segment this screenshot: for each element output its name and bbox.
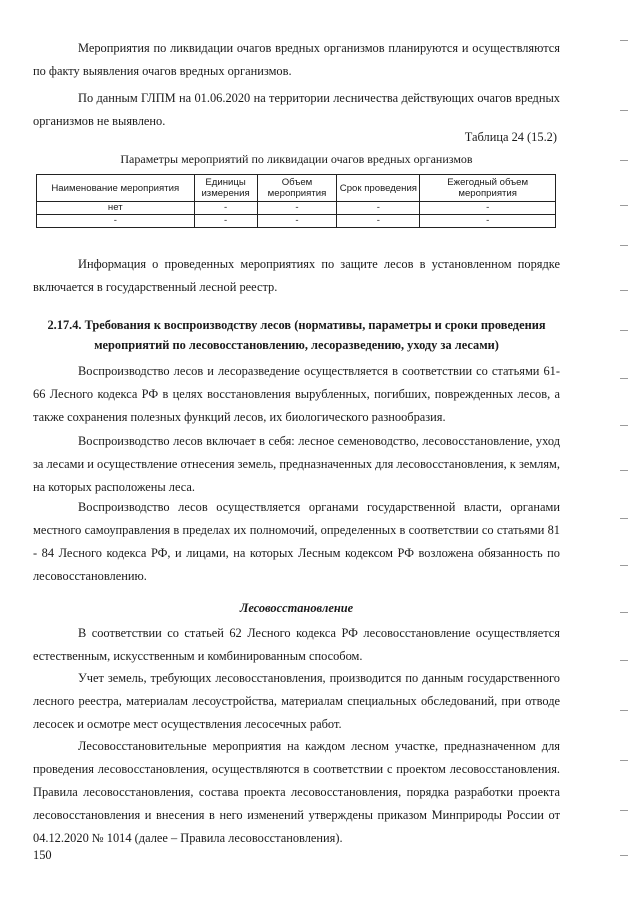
margin-mark xyxy=(620,710,628,711)
table-cell: - xyxy=(420,202,556,215)
margin-mark xyxy=(620,425,628,426)
table-row xyxy=(37,215,556,228)
table-caption: Параметры мероприятий по ликвидации очагов вредных организмов xyxy=(120,152,473,166)
paragraph-glpm-data: По данным ГЛПМ на 01.06.2020 на территории лесничества действующих очагов вредных организмов не выявлено. xyxy=(33,91,560,128)
margin-mark xyxy=(620,290,628,291)
table-cell: - xyxy=(37,215,195,228)
table-cell: - xyxy=(420,215,556,228)
section-heading: 2.17.4. Требования к воспроизводству лесов (нормативы, параметры и сроки проведения мероприятий по лесовосстановлению, лесоразведению, уходу за лесами) xyxy=(47,318,546,352)
margin-mark xyxy=(620,810,628,811)
table-label: Таблица 24 (15.2) xyxy=(464,130,557,144)
table-cell: - xyxy=(194,215,257,228)
table-row xyxy=(37,202,556,215)
margin-mark xyxy=(620,160,628,161)
margin-mark xyxy=(620,612,628,613)
table-cell: нет xyxy=(37,202,195,215)
table-header-cell: Наименование мероприятия xyxy=(37,175,195,202)
paragraph-reproduction-authorities: Воспроизводство лесов осуществляется органами государственной власти, органами местного самоуправления в пределах их полномочий, определенных в соответствии со статьями 81 - 84 Лесного кодекса РФ, и лицами, на которых Лесным кодексом РФ возложена обязанность по лесовосстановлению. xyxy=(33,500,560,583)
subheading-reforestation: Лесовосстановление xyxy=(239,601,354,615)
margin-mark xyxy=(620,110,628,111)
table-cell: - xyxy=(194,202,257,215)
margin-mark xyxy=(620,245,628,246)
margin-mark xyxy=(620,518,628,519)
paragraph-pests-measures: Мероприятия по ликвидации очагов вредных организмов планируются и осуществляются по факту выявления очагов вредных организмов. xyxy=(33,41,560,78)
paragraph-registry-info: Информация о проведенных мероприятиях по защите лесов в установленном порядке включается в государственный лесной реестр. xyxy=(33,257,560,294)
page-number: 150 xyxy=(33,848,52,862)
paragraph-article-62: В соответствии со статьей 62 Лесного кодекса РФ лесовосстановление осуществляется естественным, искусственным и комбинированным способом. xyxy=(33,626,560,663)
margin-mark xyxy=(620,565,628,566)
table-header-cell: Объем мероприятия xyxy=(257,175,337,202)
table-cell: - xyxy=(257,215,337,228)
table-cell: - xyxy=(337,215,420,228)
table-header-cell: Срок проведения xyxy=(337,175,420,202)
margin-mark xyxy=(620,205,628,206)
table-header-row xyxy=(37,175,556,202)
pest-measures-table xyxy=(36,174,556,228)
margin-mark xyxy=(620,330,628,331)
margin-mark xyxy=(620,470,628,471)
table-cell: - xyxy=(257,202,337,215)
margin-mark xyxy=(620,660,628,661)
margin-mark xyxy=(620,855,628,856)
margin-mark xyxy=(620,760,628,761)
paragraph-land-accounting: Учет земель, требующих лесовосстановления, производится по данным государственного лесного реестра, материалам лесоустройства, материалам специальных обследований, при отводе лесосек и осмотре мест осуществления лесосечных работ. xyxy=(33,671,560,731)
table-header-cell: Ежегодный объем мероприятия xyxy=(420,175,556,202)
margin-mark xyxy=(620,40,628,41)
table-header-cell: Единицы измерения xyxy=(194,175,257,202)
paragraph-reforestation-rules: Лесовосстановительные мероприятия на каждом лесном участке, предназначенном для проведения лесовосстановления, осуществляются в соответствии с проектом лесовосстановления. Правила лесовосстановления, состава проекта лесовосстановления, порядка разработки проекта лесовосстановления и внесения в него изменений утверждены приказом Минприроды России от 04.12.2020 № 1014 (далее – Правила лесовосстановления). xyxy=(33,739,560,845)
paragraph-reproduction-law: Воспроизводство лесов и лесоразведение осуществляется в соответствии со статьями 61-66 Лесного кодекса РФ в целях восстановления вырубленных, погибших, поврежденных лесов, а также сохранения полезных функций лесов, их биологического разнообразия. xyxy=(33,364,560,424)
margin-mark xyxy=(620,378,628,379)
table-cell: - xyxy=(337,202,420,215)
paragraph-reproduction-includes: Воспроизводство лесов включает в себя: лесное семеноводство, лесовосстановление, уход за лесами и осуществление отнесения земель, предназначенных для лесовосстановления, к землям, на которых расположены леса. xyxy=(33,434,560,494)
